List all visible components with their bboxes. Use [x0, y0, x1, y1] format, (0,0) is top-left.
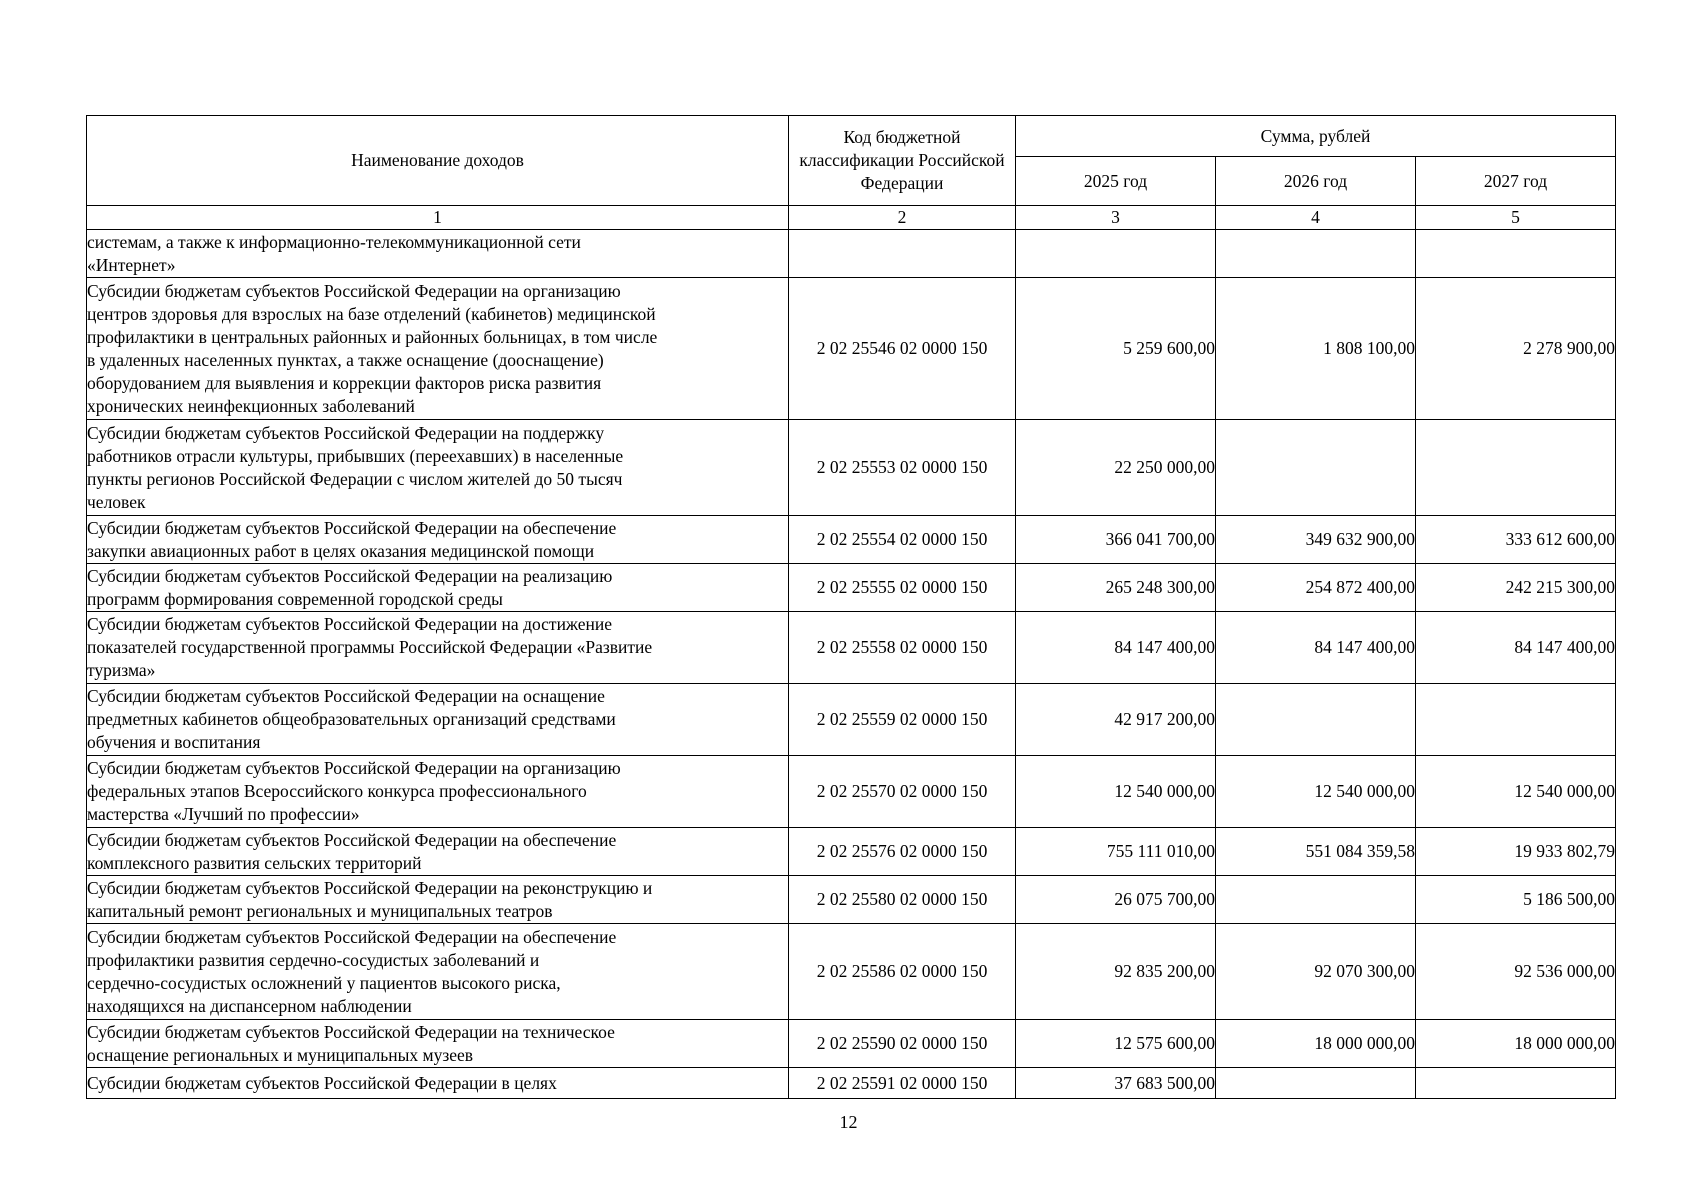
amount-2025-cell: 12 540 000,00 [1016, 756, 1216, 828]
budget-code-cell: 2 02 25546 02 0000 150 [789, 278, 1016, 420]
amount-2027-cell: 19 933 802,79 [1416, 828, 1616, 876]
table-row [87, 612, 1616, 684]
income-name-line: закупки авиационных работ в целях оказания медицинской помощи [87, 540, 595, 561]
page-number: 12 [839, 1112, 858, 1132]
amount-2027-cell: 242 215 300,00 [1416, 564, 1616, 612]
table-row [87, 230, 1616, 278]
table-row [87, 756, 1616, 828]
income-name-line: показателей государственной программы Российской Федерации «Развитие [87, 637, 653, 657]
income-name-cell [87, 278, 789, 420]
income-name-cell [87, 564, 789, 612]
budget-code-cell [789, 230, 1016, 278]
table-row [87, 828, 1616, 876]
table-body [87, 230, 1616, 1099]
income-name-line: мастерства «Лучший по профессии» [87, 804, 360, 824]
income-name-line: системам, а также к информационно-телекоммуникационной сети [87, 231, 581, 252]
income-name-line: туризма» [87, 660, 156, 680]
amount-2027-cell [1416, 684, 1616, 756]
budget-code-cell: 2 02 25586 02 0000 150 [789, 924, 1016, 1020]
amount-2026-cell: 12 540 000,00 [1216, 756, 1416, 828]
header-year-2026: 2026 год [1216, 157, 1416, 206]
income-name-line: капитальный ремонт региональных и муниципальных театров [87, 900, 553, 921]
amount-2027-cell: 84 147 400,00 [1416, 612, 1616, 684]
amount-2025-cell: 92 835 200,00 [1016, 924, 1216, 1020]
income-name-line: сердечно-сосудистых осложнений у пациентов высокого риска, [87, 972, 561, 993]
amount-2026-cell: 18 000 000,00 [1216, 1020, 1416, 1068]
income-name-line: профилактики в центральных районных и районных больницах, в том числе [87, 326, 658, 347]
budget-code-cell: 2 02 25591 02 0000 150 [789, 1068, 1016, 1099]
budget-code-cell: 2 02 25576 02 0000 150 [789, 828, 1016, 876]
income-name-line: центров здоровья для взрослых на базе отделений (кабинетов) медицинской [87, 303, 656, 324]
amount-2025-cell: 755 111 010,00 [1016, 828, 1216, 876]
amount-2027-cell: 18 000 000,00 [1416, 1020, 1616, 1068]
header-code-column: Код бюджетной классификации Российской Федерации [789, 116, 1016, 206]
amount-2026-cell [1216, 1068, 1416, 1099]
amount-2025-cell: 84 147 400,00 [1016, 612, 1216, 684]
amount-2026-cell [1216, 420, 1416, 516]
budget-code-cell: 2 02 25570 02 0000 150 [789, 756, 1016, 828]
income-name-cell [87, 230, 789, 278]
column-number-5: 5 [1416, 206, 1616, 230]
amount-2025-cell: 26 075 700,00 [1016, 876, 1216, 924]
income-name-line: человек [87, 491, 146, 512]
income-name-line: в удаленных населенных пунктах, а также оснащение (дооснащение) [87, 349, 604, 370]
revenue-table [86, 115, 1616, 1099]
amount-2026-cell: 254 872 400,00 [1216, 564, 1416, 612]
amount-2025-cell: 265 248 300,00 [1016, 564, 1216, 612]
income-name-line: комплексного развития сельских территорий [87, 852, 422, 873]
amount-2025-cell: 12 575 600,00 [1016, 1020, 1216, 1068]
budget-code-cell: 2 02 25559 02 0000 150 [789, 684, 1016, 756]
amount-2026-cell [1216, 876, 1416, 924]
income-name-cell [87, 828, 789, 876]
income-name-cell [87, 516, 789, 564]
table-row [87, 278, 1616, 420]
amount-2026-cell: 84 147 400,00 [1216, 612, 1416, 684]
income-name-line: Субсидии бюджетам субъектов Российской Федерации на организацию [87, 280, 621, 301]
column-number-3: 3 [1016, 206, 1216, 230]
income-name-line: Субсидии бюджетам субъектов Российской Федерации на реконструкцию и [87, 877, 653, 898]
amount-2026-cell [1216, 230, 1416, 278]
budget-code-cell: 2 02 25553 02 0000 150 [789, 420, 1016, 516]
amount-2025-cell: 22 250 000,00 [1016, 420, 1216, 516]
table-row [87, 924, 1616, 1020]
income-name-line: программ формирования современной городской среды [87, 588, 503, 609]
budget-code-cell: 2 02 25555 02 0000 150 [789, 564, 1016, 612]
income-name-line: обучения и воспитания [87, 732, 261, 752]
income-name-line: пункты регионов Российской Федерации с числом жителей до 50 тысяч [87, 468, 623, 489]
header-name-column: Наименование доходов [87, 116, 789, 206]
income-name-line: «Интернет» [87, 254, 176, 275]
income-name-line: находящихся на диспансерном наблюдении [87, 995, 412, 1016]
budget-code-cell: 2 02 25558 02 0000 150 [789, 612, 1016, 684]
header-year-2027: 2027 год [1416, 157, 1616, 206]
table-row [87, 564, 1616, 612]
income-name-line: предметных кабинетов общеобразовательных организаций средствами [87, 709, 616, 729]
amount-2026-cell: 1 808 100,00 [1216, 278, 1416, 420]
amount-2025-cell [1016, 230, 1216, 278]
amount-2027-cell [1416, 420, 1616, 516]
table-row [87, 1068, 1616, 1099]
income-name-line: Субсидии бюджетам субъектов Российской Федерации на обеспечение [87, 517, 617, 538]
budget-code-cell: 2 02 25554 02 0000 150 [789, 516, 1016, 564]
header-year-2025: 2025 год [1016, 157, 1216, 206]
column-number-2: 2 [789, 206, 1016, 230]
amount-2027-cell: 2 278 900,00 [1416, 278, 1616, 420]
income-name-line: оборудованием для выявления и коррекции факторов риска развития [87, 372, 602, 393]
amount-2027-cell: 92 536 000,00 [1416, 924, 1616, 1020]
table-row [87, 876, 1616, 924]
amount-2025-cell: 366 041 700,00 [1016, 516, 1216, 564]
amount-2027-cell: 12 540 000,00 [1416, 756, 1616, 828]
income-name-line: Субсидии бюджетам субъектов Российской Федерации на поддержку [87, 422, 605, 443]
income-name-line: Субсидии бюджетам субъектов Российской Федерации на достижение [87, 614, 613, 634]
table-row [87, 1020, 1616, 1068]
income-name-cell [87, 876, 789, 924]
amount-2025-cell: 37 683 500,00 [1016, 1068, 1216, 1099]
income-name-line: Субсидии бюджетам субъектов Российской Федерации на оснащение [87, 686, 605, 706]
column-number-1: 1 [87, 206, 789, 230]
income-name-line: Субсидии бюджетам субъектов Российской Федерации на организацию [87, 758, 621, 778]
income-name-line: работников отрасли культуры, прибывших (переехавших) в населенные [87, 445, 624, 466]
income-name-cell [87, 924, 789, 1020]
income-name-cell [87, 420, 789, 516]
header-sum-column: Сумма, рублей [1016, 116, 1616, 157]
income-name-line: Субсидии бюджетам субъектов Российской Федерации на обеспечение [87, 926, 617, 947]
budget-code-cell: 2 02 25580 02 0000 150 [789, 876, 1016, 924]
amount-2027-cell [1416, 1068, 1616, 1099]
column-number-4: 4 [1216, 206, 1416, 230]
budget-code-cell: 2 02 25590 02 0000 150 [789, 1020, 1016, 1068]
amount-2027-cell: 333 612 600,00 [1416, 516, 1616, 564]
table-row [87, 684, 1616, 756]
income-name-line: Субсидии бюджетам субъектов Российской Федерации на обеспечение [87, 829, 617, 850]
income-name-cell [87, 1068, 789, 1099]
amount-2026-cell: 92 070 300,00 [1216, 924, 1416, 1020]
income-name-line: Субсидии бюджетам субъектов Российской Федерации на реализацию [87, 565, 613, 586]
amount-2027-cell [1416, 230, 1616, 278]
income-name-cell [87, 612, 789, 684]
income-name-line: Субсидии бюджетам субъектов Российской Федерации на техническое [87, 1021, 615, 1042]
amount-2025-cell: 42 917 200,00 [1016, 684, 1216, 756]
amount-2026-cell: 349 632 900,00 [1216, 516, 1416, 564]
amount-2026-cell [1216, 684, 1416, 756]
amount-2027-cell: 5 186 500,00 [1416, 876, 1616, 924]
table-row [87, 516, 1616, 564]
amount-2026-cell: 551 084 359,58 [1216, 828, 1416, 876]
income-name-cell [87, 756, 789, 828]
income-name-line: Субсидии бюджетам субъектов Российской Федерации в целях [87, 1072, 557, 1093]
income-name-line: хронических неинфекционных заболеваний [87, 395, 415, 416]
income-name-cell [87, 684, 789, 756]
income-name-line: оснащение региональных и муниципальных музеев [87, 1044, 474, 1065]
income-name-cell [87, 1020, 789, 1068]
income-name-line: профилактики развития сердечно-сосудистых заболеваний и [87, 949, 540, 970]
table-row [87, 420, 1616, 516]
amount-2025-cell: 5 259 600,00 [1016, 278, 1216, 420]
income-name-line: федеральных этапов Всероссийского конкурса профессионального [87, 781, 587, 801]
